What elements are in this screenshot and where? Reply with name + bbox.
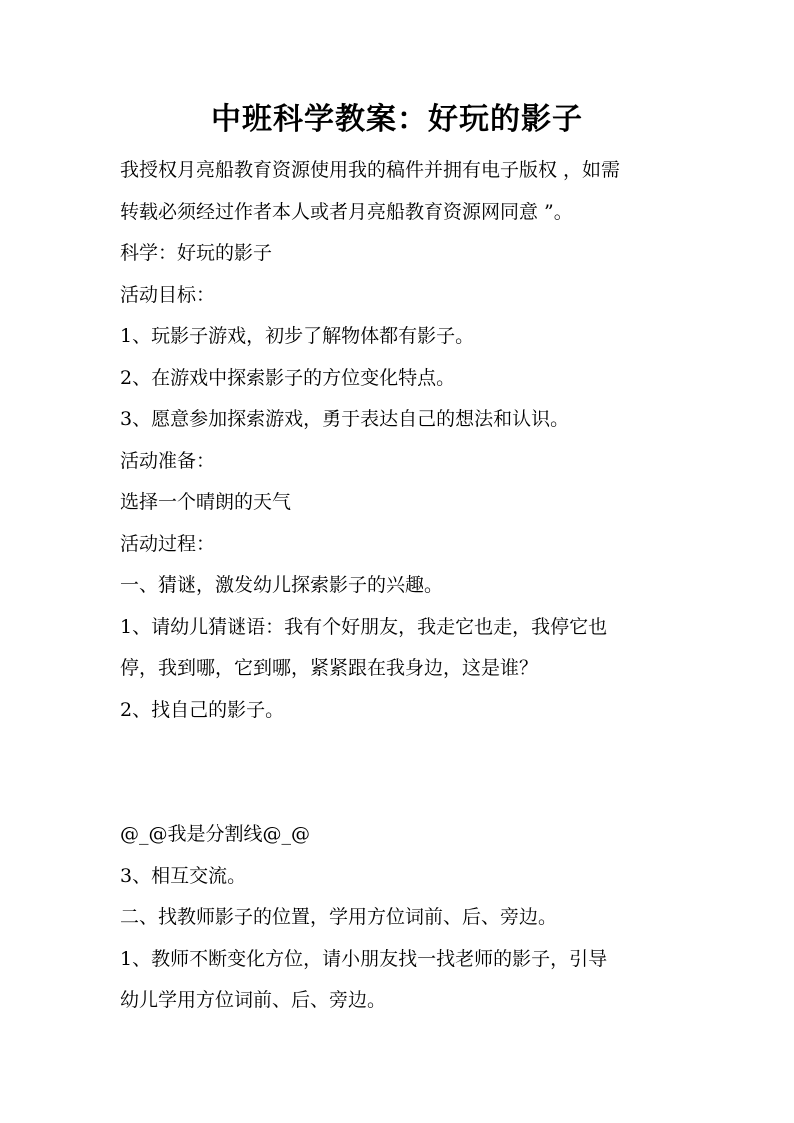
paragraph-line: 一、猜谜，激发幼儿探索影子的兴趣。 xyxy=(120,574,444,596)
section-heading: 活动目标： xyxy=(120,283,216,306)
paragraph-line: 转载必须经过作者本人或者月亮船教育资源网同意 ”。 xyxy=(120,200,573,223)
paragraph-line: 幼儿学用方位词前、后、旁边。 xyxy=(120,989,387,1011)
list-item: 1、玩影子游戏，初步了解物体都有影子。 xyxy=(120,325,475,347)
list-item: 2、在游戏中探索影子的方位变化特点。 xyxy=(120,366,456,389)
list-item: 1、教师不断变化方位，请小朋友找一找老师的影子，引导 xyxy=(120,947,608,970)
separator-text: @_@我是分割线@_@ xyxy=(120,823,311,845)
list-item: 1、请幼儿猜谜语：我有个好朋友，我走它也走，我停它也 xyxy=(120,615,608,638)
paragraph-line: 选择一个晴朗的天气 xyxy=(120,491,292,513)
section-heading: 活动过程： xyxy=(120,532,216,555)
document-title: 中班科学教案：好玩的影子 xyxy=(211,102,583,137)
list-item: 2、找自己的影子。 xyxy=(120,698,285,721)
list-item: 3、愿意参加探索游戏，勇于表达自己的想法和认识。 xyxy=(120,408,570,430)
document-body xyxy=(120,150,680,1022)
paragraph-line: 我授权月亮船教育资源使用我的稿件并拥有电子版权 ，如需 xyxy=(120,159,621,181)
paragraph-line: 停，我到哪，它到哪，紧紧跟在我身边，这是谁？ xyxy=(120,657,539,679)
list-item: 3、相互交流。 xyxy=(120,864,247,887)
paragraph-line: 科学：好玩的影子 xyxy=(120,242,273,264)
paragraph-line: 二、找教师影子的位置，学用方位词前、后、旁边。 xyxy=(120,906,558,928)
blank-space xyxy=(120,731,680,814)
section-heading: 活动准备： xyxy=(120,449,216,472)
